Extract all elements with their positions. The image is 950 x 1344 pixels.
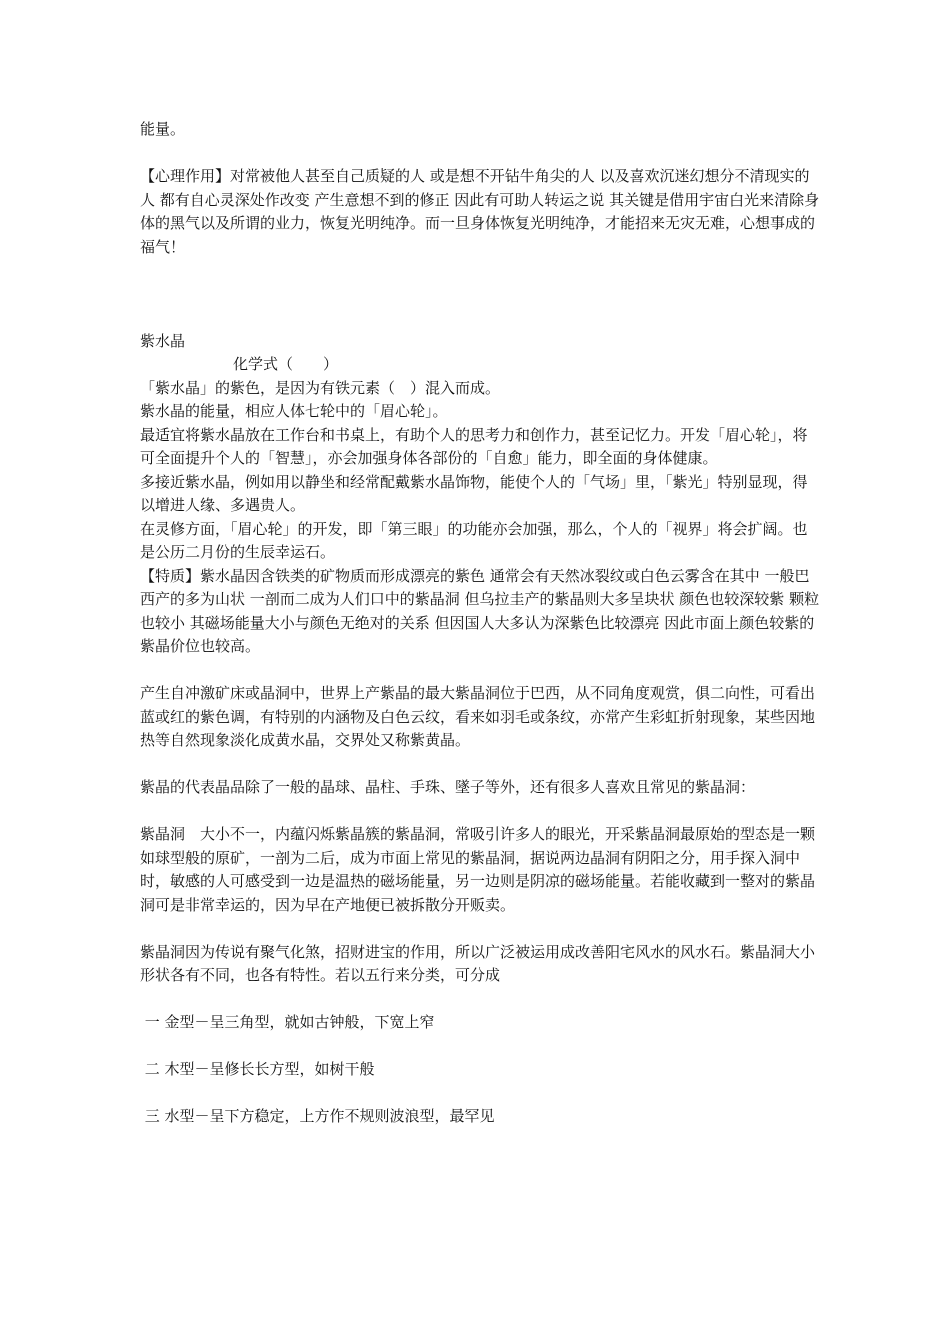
chemical-formula: 化学式（ ） — [233, 355, 339, 373]
spacer — [140, 1035, 820, 1059]
document-page — [140, 118, 820, 1129]
paragraph-origin: 产生自冲激矿床或晶洞中，世界上产紫晶的最大紫晶洞位于巴西，从不同角度观赏，俱二向性，可看出蓝或红的紫色调，有特别的内涵物及白色云纹，看来如羽毛或条纹，亦常产生彩虹折射现象，某些因地热等自然现象淡化成黄水晶，交界处又称紫黄晶。 — [140, 684, 816, 749]
paragraph-spiritual: 在灵修方面，「眉心轮」的开发，即「第三眼」的功能亦会加强，那么，个人的「视界」将会扩阔。也是公历二月份的生辰幸运石。 — [140, 519, 808, 561]
paragraph-characteristics: 【特质】紫水晶因含铁类的矿物质而形成漂亮的紫色 通常会有天然冰裂纹或白色云雾含在其中 一般巴西产的多为山状 一剖而二成为人们口中的紫晶洞 但乌拉圭产的紫晶则大多呈块状 颜色也较深较紫 颗粒也较小 其磁场能量大小与颜色无绝对的关系 但因国人大多认为深紫色比较漂亮 因此市面上颜色较紫的紫晶价位也较高。 — [140, 566, 820, 655]
spacer — [140, 800, 820, 824]
paragraph-color-origin: 「紫水晶」的紫色，是因为有铁元素（ ）混入而成。 — [140, 378, 501, 397]
spacer — [140, 659, 820, 683]
paragraph-placement: 最适宜将紫水晶放在工作台和书桌上，有助个人的思考力和创作力，甚至记忆力。开发「眉心轮」，将可全面提升个人的「智慧」，亦会加强身体各部份的「自愈」能力，即全面的身体健康。 — [140, 425, 808, 467]
paragraph-psychological-effect: 【心理作用】对常被他人甚至自己质疑的人 或是想不开钻牛角尖的人 以及喜欢沉迷幻想分不清现实的人 都有自心灵深处作改变 产生意想不到的修正 因此有可助人转运之说 其关键是借用宇宙白光来清除身体的黑气以及所谓的业力，恢复光明纯净。而一旦身体恢复光明纯净，才能招来无灾无难，心想事成的福气！ — [140, 167, 820, 256]
paragraph-feng-shui: 紫晶洞因为传说有聚气化煞，招财进宝的作用，所以广泛被运用成改善阳宅风水的风水石。紫晶洞大小形状各有不同，也各有特性。若以五行来分类，可分成 — [140, 942, 816, 984]
spacer — [140, 306, 820, 330]
paragraph-chakra: 紫水晶的能量，相应人体七轮中的「眉心轮」。 — [140, 402, 448, 420]
spacer — [140, 988, 820, 1012]
paragraph-aura: 多接近紫水晶，例如用以静坐和经常配戴紫水晶饰物，能使个人的「气场」里，「紫光」特别显现，得以增进人缘、多遇贵人。 — [140, 472, 808, 514]
list-item-wood: 二 木型－呈修长长方型，如树干般 — [140, 1060, 375, 1078]
paragraph-energy: 能量。 — [140, 120, 186, 138]
spacer — [140, 1082, 820, 1106]
spacer — [140, 753, 820, 777]
list-item-metal: 一 金型－呈三角型，就如古钟般，下宽上窄 — [140, 1013, 435, 1031]
list-item-water: 三 水型－呈下方稳定，上方作不规则波浪型，最罕见 — [140, 1107, 495, 1125]
section-title-amethyst: 紫水晶 — [140, 331, 186, 350]
paragraph-representative-items: 紫晶的代表晶品除了一般的晶球、晶柱、手珠、墜子等外，还有很多人喜欢且常见的紫晶洞： — [140, 778, 756, 796]
paragraph-geode: 紫晶洞 大小不一，内蕴闪烁紫晶簇的紫晶洞，常吸引许多人的眼光，开采紫晶洞最原始的型态是一颗如球型般的原矿，一剖为二后，成为市面上常见的紫晶洞，据说两边晶洞有阴阳之分，用手探入洞中时，敏感的人可感受到一边是温热的磁场能量，另一边则是阴凉的磁场能量。若能收藏到一整对的紫晶洞可是非常幸运的，因为早在产地便已被拆散分开贩卖。 — [140, 825, 816, 914]
spacer — [140, 259, 820, 306]
spacer — [140, 142, 820, 166]
spacer — [140, 917, 820, 941]
